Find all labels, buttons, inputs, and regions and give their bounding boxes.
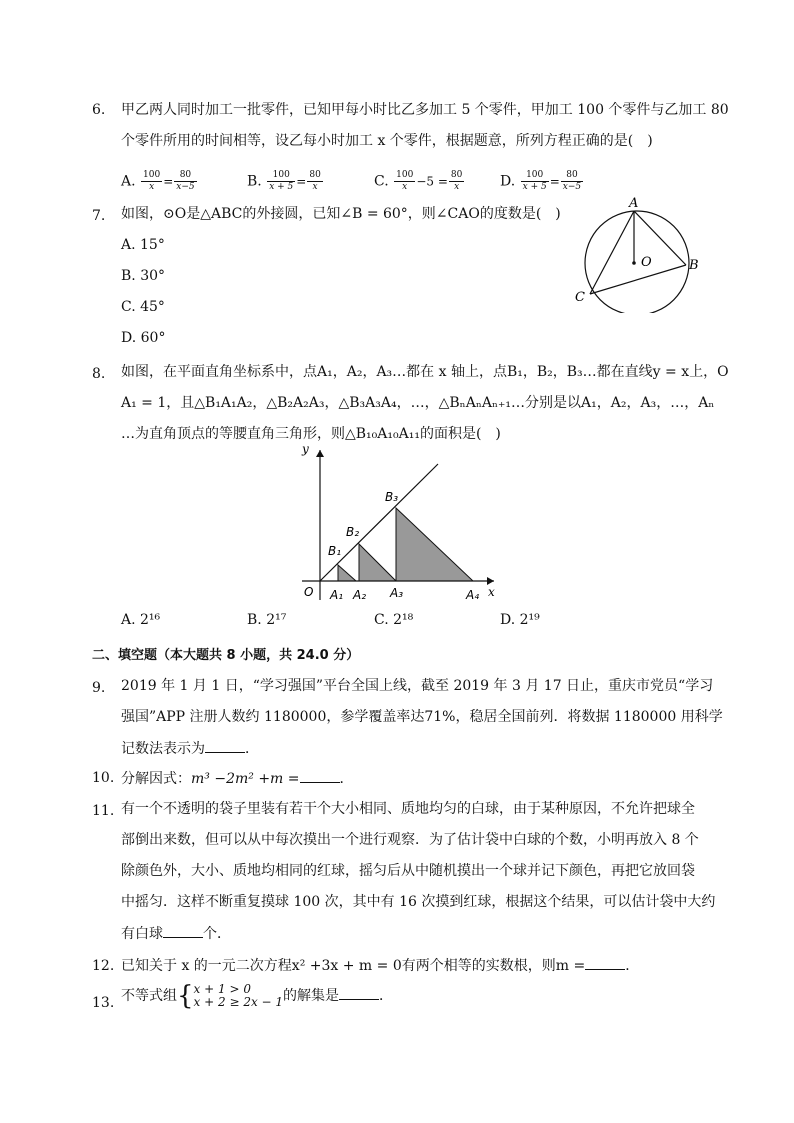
question-text-line: 除颜色外，大小、质地均相同的红球，摇匀后从中随机摸出一个球并记下颜色，再把它放回袋: [121, 863, 695, 879]
question-text: ．: [339, 771, 354, 787]
expression: m³ −2m² +m =: [191, 771, 300, 787]
question-text-line: 部倒出来数，但可以从中每次摸出一个进行观察．为了估计袋中白球的个数，小明再放入 8 个: [121, 832, 699, 848]
option-c[interactable]: [374, 170, 465, 193]
label-origin: O: [304, 585, 314, 599]
option-label: B.: [247, 173, 262, 190]
question-text: 分解因式：: [121, 771, 191, 787]
answer-blank[interactable]: [339, 985, 379, 1000]
question-text-line: A₁ = 1，且△B₁A₁A₂，△B₂A₂A₃，△B₃A₃A₄，…，△BₙAₙAₙ₊₁…分别是以A₁，A₂，A₃，…，Aₙ: [121, 395, 715, 411]
question-text-line: [121, 738, 259, 759]
fraction: $\frac{100}{x + 5}$: [522, 170, 547, 192]
question-text: 已知关于 x 的一元二次方程x² +3x + m = 0有两个相等的实数根，则m =: [121, 958, 586, 974]
question-text-line: 中摇匀．这样不断重复摸球 100 次，其中有 16 次摸到红球，根据这个结果，可以估计袋中大约: [121, 894, 716, 910]
question-number: 9.: [92, 680, 106, 696]
segment-cb: [590, 265, 686, 294]
option-b[interactable]: B. 30°: [121, 268, 166, 284]
operator: =: [163, 174, 174, 189]
label-a4: A₄: [466, 588, 480, 602]
question-number: 13.: [92, 995, 115, 1011]
section-heading: 二、填空题（本大题共 8 小题，共 24.0 分）: [92, 648, 360, 663]
question-text-line: [121, 768, 354, 789]
fraction: $\frac{100}{x}$: [143, 170, 161, 192]
inequality-system: [194, 983, 284, 1009]
option-a[interactable]: A. 15°: [121, 237, 165, 253]
option-d[interactable]: D. 60°: [121, 330, 166, 346]
circle-figure: [565, 193, 705, 313]
label-a: A: [629, 196, 639, 211]
question-text: ．: [625, 958, 640, 974]
segment-ac: [590, 211, 634, 294]
option-label: D.: [500, 173, 516, 190]
question-text: 有白球: [121, 926, 163, 942]
fraction: $\frac{80}{x-5}$: [176, 170, 195, 192]
question-number: 11.: [92, 803, 115, 819]
question-text-line: [121, 982, 393, 1010]
center-point: [632, 261, 636, 265]
brace-icon: {: [177, 981, 194, 1011]
fraction: $\frac{80}{x}$: [450, 170, 463, 192]
question-text: 不等式组: [121, 988, 177, 1004]
question-text-line: [121, 923, 231, 944]
option-b[interactable]: [247, 170, 324, 193]
triangle-b2a2a3: [359, 544, 396, 581]
label-b3: B₃: [385, 490, 399, 504]
option-label: C.: [374, 173, 389, 190]
question-text: 的解集是: [283, 988, 340, 1004]
label-x: x: [488, 585, 495, 599]
question-text-line: 有一个不透明的袋子里装有若干个大小相同、质地均匀的白球，由于某种原因，不允许把球全: [121, 801, 695, 817]
question-text: ．: [245, 741, 259, 757]
option-label: A.: [121, 173, 136, 190]
option-c[interactable]: C. 45°: [121, 299, 165, 315]
question-number: 8.: [92, 366, 106, 382]
question-text-line: 2019 年 1 月 1 日，“学习强国”平台全国上线，截至 2019 年 3 月 17 日止，重庆市党员“学习: [121, 678, 714, 694]
operator: =: [549, 174, 560, 189]
question-text-line: [121, 955, 639, 976]
question-number: 12.: [92, 958, 115, 974]
inequality-row: x + 2 ≥ 2x − 1: [193, 995, 284, 1009]
label-c: C: [575, 290, 585, 305]
option-d[interactable]: D. 2¹⁹: [500, 612, 540, 628]
question-text-line: 如图，在平面直角坐标系中，点A₁，A₂，A₃…都在 x 轴上，点B₁，B₂，B₃…都在直线y = x上，O: [121, 364, 729, 380]
question-text: 记数法表示为: [121, 741, 205, 757]
inequality-row: x + 1 > 0: [193, 982, 251, 996]
fraction: $\frac{80}{x}$: [309, 170, 321, 192]
answer-blank[interactable]: [585, 955, 625, 970]
option-a[interactable]: [121, 170, 198, 193]
operator: −5 =: [416, 174, 448, 189]
option-c[interactable]: C. 2¹⁸: [374, 612, 414, 628]
question-number: 7.: [92, 208, 106, 224]
coordinate-figure: [290, 440, 510, 605]
fraction: $\frac{100}{x}$: [396, 170, 414, 192]
question-number: 6.: [92, 102, 106, 118]
fraction: $\frac{100}{x + 5}$: [269, 170, 294, 192]
triangle-b1a1a2: [338, 565, 356, 581]
label-a1: A₁: [330, 588, 344, 602]
question-text-line: 个零件所用的时间相等，设乙每小时加工 x 个零件，根据题意，所列方程正确的是( ): [121, 133, 653, 149]
label-a2: A₂: [353, 588, 367, 602]
question-text: 个．: [203, 926, 231, 942]
triangle-b3a3a4: [396, 508, 473, 581]
answer-blank[interactable]: [300, 768, 340, 783]
question-number: 10.: [92, 770, 115, 786]
answer-blank[interactable]: [205, 738, 245, 753]
answer-blank[interactable]: [163, 923, 203, 938]
label-b2: B₂: [346, 525, 360, 539]
question-text-line: 强国”APP 注册人数约 1180000，参学覆盖率达71%，稳居全国前列．将数据 1180000 用科学: [121, 709, 723, 725]
question-text-line: …为直角顶点的等腰直角三角形，则△B₁₀A₁₀A₁₁的面积是( ): [121, 426, 501, 442]
y-axis-arrow: [316, 450, 324, 457]
label-b1: B₁: [328, 544, 342, 558]
circumcircle: [585, 211, 689, 313]
label-b: B: [689, 258, 699, 273]
option-d[interactable]: [500, 170, 584, 193]
option-b[interactable]: B. 2¹⁷: [247, 612, 287, 628]
option-a[interactable]: A. 2¹⁶: [121, 612, 161, 628]
question-text-line: 甲乙两人同时加工一批零件，已知甲每小时比乙多加工 5 个零件，甲加工 100 个零件与乙加工 80: [121, 102, 729, 118]
label-y: y: [302, 442, 309, 456]
question-text: 如图，⊙O是△ABC的外接圆，已知∠B = 60°，则∠CAO的度数是( ): [121, 206, 561, 222]
label-o: O: [641, 255, 652, 270]
fraction: $\frac{80}{x-5}$: [562, 170, 582, 192]
x-axis-arrow: [487, 577, 494, 585]
operator: =: [296, 174, 307, 189]
label-a3: A₃: [390, 586, 404, 600]
question-text: ．: [379, 988, 394, 1004]
